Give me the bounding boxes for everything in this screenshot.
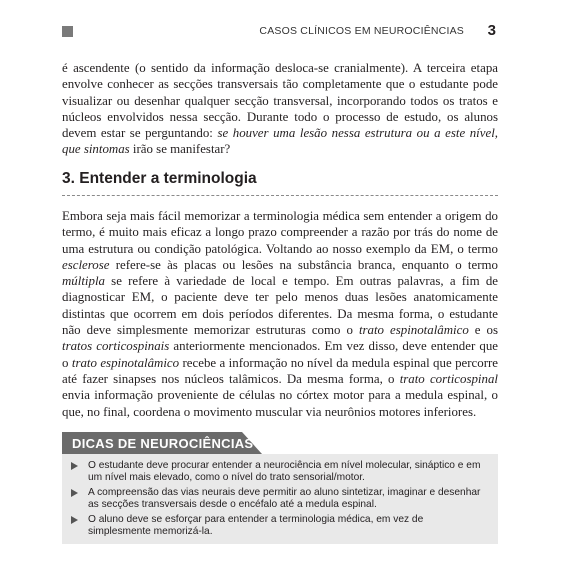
p2-run-italic: esclerose (62, 257, 110, 272)
tips-box (62, 432, 498, 544)
p2-run-italic: trato espinotalâmico (358, 323, 469, 338)
p1-run: irão se manifestar? (129, 142, 231, 157)
triangle-bullet-icon (71, 462, 78, 470)
paragraph-intro (62, 60, 498, 158)
running-title: CASOS CLÍNICOS EM NEUROCIÊNCIAS (259, 25, 464, 37)
p2-run: se refere à variedade de local e tempo. Em outras palavras, a fim de diagnosticar EM, o paciente deve ter pelo menos duas lesões anatomicamente distintas que ocorrem em dois períodos diferentes. Da mesma forma, o estudante não deve simplesmente memorizar estruturas como o (62, 274, 498, 338)
tips-title: DICAS DE NEUROCIÊNCIAS (72, 436, 254, 451)
page-number: 3 (487, 22, 496, 39)
triangle-bullet-icon (71, 489, 78, 497)
page-header (62, 22, 498, 42)
p2-run: anteriormente mencionados. Em vez disso, deve entender que o (62, 339, 498, 370)
p2-run-italic: tratos corticospinais (62, 339, 170, 354)
section-heading: 3. Entender a terminologia (62, 170, 257, 187)
triangle-bullet-icon (71, 516, 78, 524)
p2-run: envia informação proveniente de células no córtex motor para a medula espinal, o que, no final, coordena o movimento muscular via neurônios motores inferiores. (62, 388, 498, 419)
tip-text: O aluno deve se esforçar para entender a terminologia médica, em vez de simplesmente memorizá-la. (88, 514, 424, 538)
paragraph-terminology (62, 208, 498, 420)
p1-run-italic: se houver uma lesão nessa estrutura ou a este nível, que sintomas (62, 126, 498, 157)
p2-run: refere-se às placas ou lesões na substância branca, enquanto o termo (109, 257, 498, 272)
p2-run: Embora seja mais fácil memorizar a terminologia médica sem entender a origem do termo, é muito mais eficaz a longo prazo compreender a razão por trás do nome de uma estrutura ou condição patológica. Voltando ao nosso exemplo da EM, o termo (62, 209, 498, 256)
tip-text: A compreensão das vias neurais deve permitir ao aluno sintetizar, imaginar e desenhar as secções transversais desde o encéfalo até a medula espinal. (88, 487, 481, 511)
p2-run: e os (468, 323, 499, 338)
p2-run: recebe a informação no nível da medula espinal que percorre até fazer sinapses nos núcleos talâmicos. Da mesma forma, o (62, 355, 499, 386)
heading-divider (62, 195, 498, 196)
p2-run-italic: múltipla (62, 274, 105, 289)
tip-item (88, 487, 488, 512)
tip-text: O estudante deve procurar entender a neurociência em nível molecular, sináptico e em um nível mais elevado, como o nível do trato sensorial/motor. (88, 460, 481, 484)
tip-item (88, 514, 488, 539)
tips-body (62, 454, 498, 544)
tip-item (88, 460, 488, 485)
header-square-marker (62, 26, 73, 37)
p2-run-italic: trato espinotalâmico (71, 355, 180, 370)
p2-run-italic: trato corticospinal (399, 371, 498, 386)
p1-run: é ascendente (o sentido da informação desloca-se cranialmente). A terceira etapa envolve conhecer as secções transversais tão completamente que o estudante pode visualizar ou desenhar qualquer secção transversal, incorporando todos os tratos e núcleos envolvidos nessa secção. Durante todo o processo de estudo, os alunos devem estar se perguntando: (62, 61, 498, 141)
